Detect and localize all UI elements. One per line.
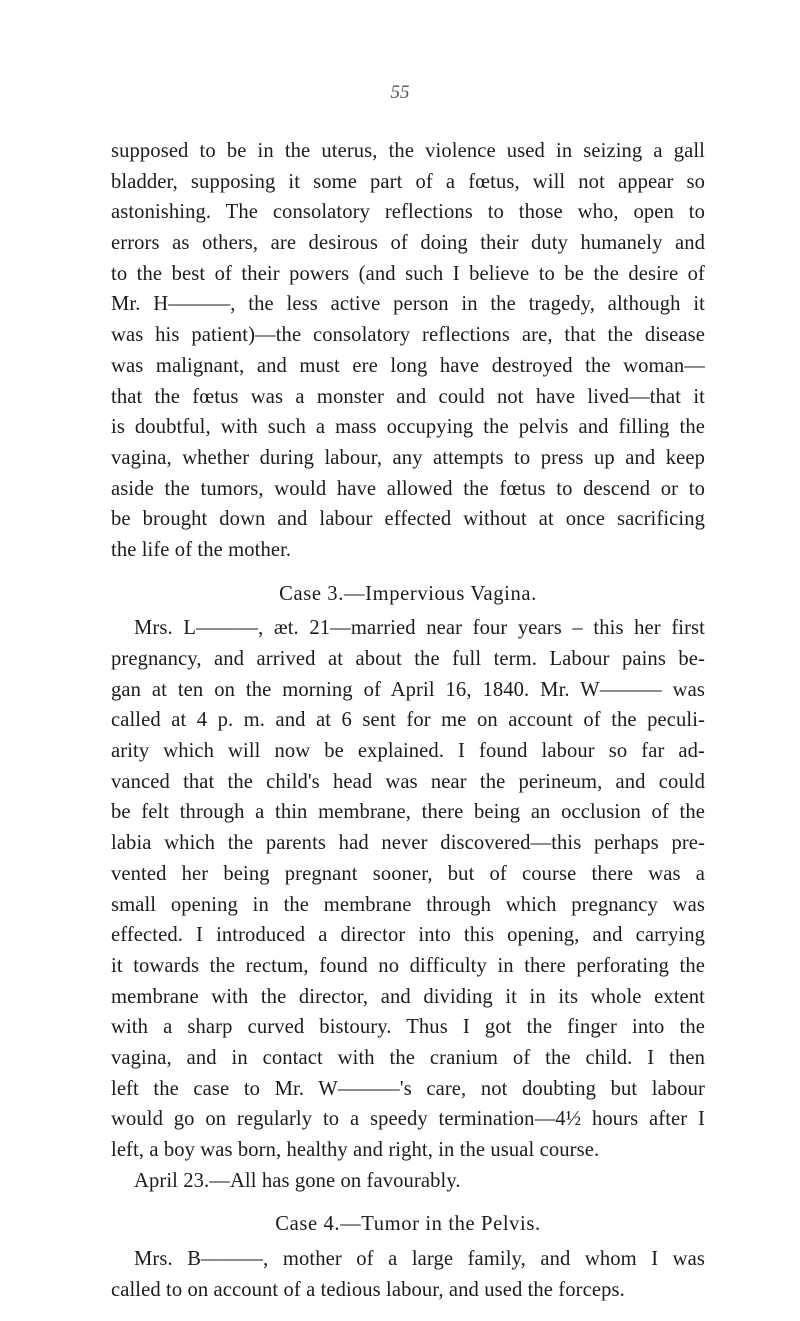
text-line: effected. I introduced a director into this opening, and carrying bbox=[111, 924, 705, 947]
text-line: vagina, whether during labour, any attempts to press up and keep bbox=[111, 446, 705, 469]
text-line: gan at ten on the morning of April 16, 1840. Mr. W——— was bbox=[111, 678, 705, 701]
text-line: is doubtful, with such a mass occupying the pelvis and filling the bbox=[111, 416, 705, 439]
text-line: Mrs. L———, æt. 21—married near four years – this her first bbox=[134, 617, 705, 640]
text-line: left the case to Mr. W———'s care, not doubting but labour bbox=[111, 1077, 705, 1100]
text-line: Mr. H———, the less active person in the tragedy, although it bbox=[111, 293, 705, 316]
case-3-heading: Case 3.—Impervious Vagina. bbox=[279, 582, 537, 605]
text-line: that the fœtus was a monster and could not have lived—that it bbox=[111, 385, 705, 408]
text-line: pregnancy, and arrived at about the full term. Labour pains be- bbox=[111, 648, 705, 670]
text-line: aside the tumors, would have allowed the fœtus to descend or to bbox=[111, 477, 705, 500]
text-line: was malignant, and must ere long have destroyed the woman— bbox=[111, 354, 705, 377]
text-line: vented her being pregnant sooner, but of course there was a bbox=[111, 862, 705, 885]
text-line: membrane with the director, and dividing it in its whole extent bbox=[111, 985, 705, 1008]
text-line: called to on account of a tedious labour, and used the forceps. bbox=[111, 1278, 625, 1301]
case-4-heading: Case 4.—Tumor in the Pelvis. bbox=[275, 1213, 541, 1236]
case-3-note: April 23.—All has gone on favourably. bbox=[134, 1169, 461, 1192]
text-line: vagina, and in contact with the cranium of the child. I then bbox=[111, 1046, 705, 1069]
text-line: was his patient)—the consolatory reflections are, that the disease bbox=[111, 324, 705, 347]
text-line: would go on regularly to a speedy termination—4½ hours after I bbox=[111, 1108, 705, 1131]
text-line: the life of the mother. bbox=[111, 538, 292, 561]
text-line: left, a boy was born, healthy and right, in the usual course. bbox=[111, 1139, 600, 1161]
text-line: labia which the parents had never discovered—this perhaps pre- bbox=[111, 832, 705, 855]
text-line: be brought down and labour effected without at once sacrificing bbox=[111, 508, 705, 531]
paragraph-case-4 bbox=[111, 1244, 705, 1305]
text-line: Mrs. B———, mother of a large family, and whom I was bbox=[134, 1248, 705, 1271]
text-line: small opening in the membrane through which pregnancy was bbox=[111, 893, 705, 916]
text-line: be felt through a thin membrane, there being an occlusion of the bbox=[111, 801, 705, 824]
body-text bbox=[111, 136, 705, 1305]
paragraph-case-3 bbox=[111, 613, 705, 1196]
paragraph-section-1 bbox=[111, 136, 705, 566]
text-line: errors as others, are desirous of doing their duty humanely and bbox=[111, 232, 705, 255]
text-line: it towards the rectum, found no difficulty in there perforating the bbox=[111, 954, 705, 977]
text-line: supposed to be in the uterus, the violence used in seizing a gall bbox=[111, 140, 705, 162]
text-line: arity which will now be explained. I found labour so far ad- bbox=[111, 740, 705, 763]
text-line: bladder, supposing it some part of a fœtus, will not appear so bbox=[111, 170, 705, 193]
text-line: called at 4 p. m. and at 6 sent for me on account of the peculi- bbox=[111, 709, 705, 732]
text-line: astonishing. The consolatory reflections to those who, open to bbox=[111, 201, 705, 224]
text-line: to the best of their powers (and such I believe to be the desire of bbox=[111, 262, 705, 285]
text-line: with a sharp curved bistoury. Thus I got the finger into the bbox=[111, 1016, 705, 1039]
page-number: 55 bbox=[390, 82, 410, 103]
text-line: vanced that the child's head was near the perineum, and could bbox=[111, 770, 705, 793]
